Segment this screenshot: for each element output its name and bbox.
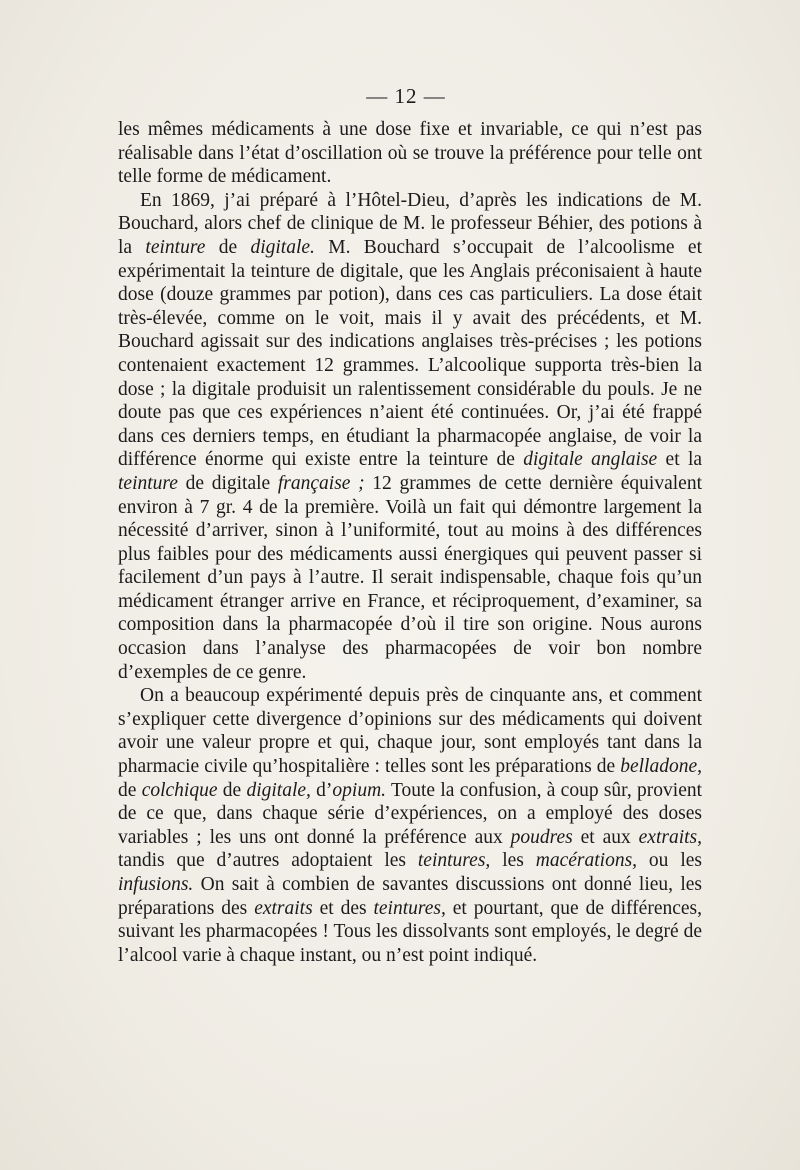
paragraph-1 bbox=[118, 118, 702, 189]
italic-term: belladone, bbox=[620, 756, 702, 778]
text-run: de bbox=[205, 236, 251, 258]
text-run: On a beaucoup expérimenté depuis près de cinquante ans, et comment s’expliquer cette divergence d’opinions sur des médicaments qui doivent avoir une valeur propre et qui, chaque jour, sont employés tant dans la pharmacie civile qu’hospitalière : telles sont les préparations de bbox=[118, 685, 702, 778]
italic-term: extraits, bbox=[638, 826, 703, 848]
paragraph-3 bbox=[118, 684, 702, 967]
text-run: ou les bbox=[637, 850, 702, 872]
text-run: En 1869, j’ai préparé à l’Hôtel-Dieu, d’après les indications de M. Bouchard, alors chef de clinique de M. le professeur Béhier, des potions à la bbox=[118, 189, 702, 258]
page-number: — 12 — bbox=[366, 84, 446, 108]
text-run: M. Bouchard s’occupait de l’alcoolisme et expérimentait la teinture de digitale, que les Anglais préconisaient à haute dose (douze grammes par potion), dans ces cas particuliers. La dose était très-élevée, comme on le voit, mais il y avait des précédents, et M. Bouchard agissait sur des indications anglaises très-précises ; les potions contenaient exactement 12 grammes. L’alcoolique supporta très-bien la dose ; la digitale produisit un ralentissement considérable du pouls. Je ne doute pas que ces expériences n’aient été continuées. Or, j’ai été frappé dans ces derniers temps, en étudiant la pharmacopée anglaise, de voir la différence énorme qui existe entre la teinture de bbox=[118, 236, 702, 471]
text-run: tandis que d’autres adoptaient les bbox=[118, 850, 418, 872]
italic-term: française ; bbox=[277, 472, 365, 494]
text-run: de bbox=[217, 779, 247, 801]
text-run: de digitale bbox=[177, 472, 278, 494]
italic-term: macérations, bbox=[535, 850, 638, 872]
text-run: et des bbox=[312, 897, 374, 919]
italic-term: extraits bbox=[254, 897, 313, 919]
text-run: de bbox=[118, 779, 142, 801]
italic-term: digitale. bbox=[250, 236, 315, 258]
italic-term: infusions. bbox=[118, 874, 194, 895]
text-run: et la bbox=[657, 449, 703, 471]
text-run: d’ bbox=[310, 779, 333, 801]
italic-term: teintures, bbox=[417, 850, 491, 872]
italic-term: opium. bbox=[332, 779, 387, 801]
text-run: On sait à combien de savantes discussions ont donné lieu, les préparations des bbox=[118, 874, 702, 919]
text-run: et pourtant, que de différences, suivant les pharmacopées ! Tous les dissolvants sont employés, le degré de l’alcool varie à chaque instant, ou n’est point indiqué. bbox=[118, 897, 703, 966]
italic-term: poudres bbox=[510, 826, 573, 848]
italic-term: teinture bbox=[145, 236, 206, 258]
text-run: les mêmes médicaments à une dose fixe et invariable, ce qui n’est pas réalisable dans l’état d’oscillation où se trouve la préférence pour telle ont telle forme de médicament. bbox=[118, 119, 702, 188]
italic-term: teintures, bbox=[373, 897, 446, 919]
text-run: 12 grammes de cette dernière équivalent environ à 7 gr. 4 de la première. Voilà un fait qui démontre largement la nécessité d’arriver, sinon à l’uniformité, tout au moins à des différences plus faibles pour des médicaments aussi énergiques qui peuvent passer si facilement d’un pays à l’autre. Il serait indispensable, chaque fois qu’un médicament étranger arrive en France, et réciproquement, d’examiner, sa composition dans la pharmacopée d’où il tire son origine. Nous aurons occasion dans l’analyse des pharmacopées de voir bon nombre d’exemples de ce genre. bbox=[118, 472, 702, 683]
body-text bbox=[118, 118, 702, 967]
text-run: les bbox=[490, 850, 536, 872]
text-run: et aux bbox=[572, 826, 639, 848]
italic-term: digitale, bbox=[246, 779, 311, 801]
italic-term: colchique bbox=[141, 779, 218, 801]
italic-term: digitale anglaise bbox=[523, 449, 658, 471]
text-run: Toute la confusion, à coup sûr, provient de ce que, dans chaque série d’expériences, on a employé des doses variables ; les uns ont donné la préférence aux bbox=[118, 779, 703, 848]
italic-term: teinture bbox=[118, 472, 178, 494]
paragraph-2 bbox=[118, 189, 702, 684]
